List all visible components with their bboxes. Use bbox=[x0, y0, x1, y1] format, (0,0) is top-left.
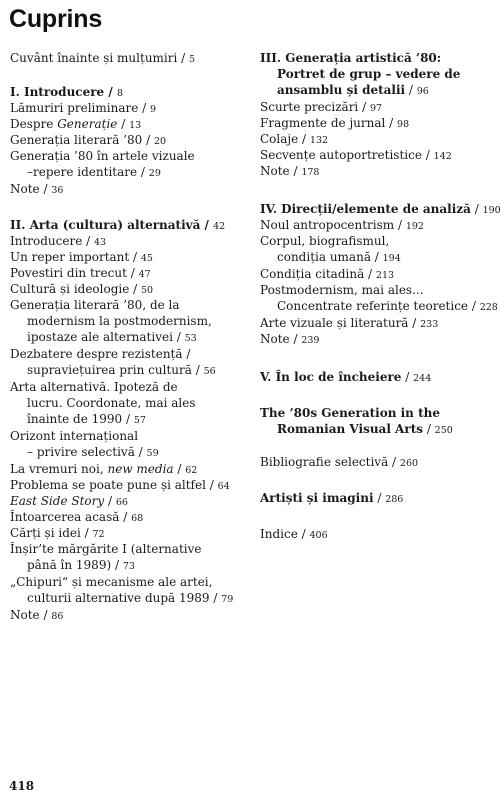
toc-line bbox=[10, 164, 195, 182]
toc-text: The ’80s Generation in the bbox=[260, 406, 440, 420]
page-title: Cuprins bbox=[9, 5, 103, 33]
page-ref: 8 bbox=[116, 88, 123, 99]
toc-text: Corpul, biografismul, bbox=[260, 234, 390, 248]
toc-text: Bibliografie selectivă / bbox=[260, 455, 400, 469]
page-ref: 20 bbox=[154, 136, 167, 147]
toc-text: Arte vizuale și literatură / bbox=[260, 316, 421, 330]
toc-text: Concentrate referințe teoretice / bbox=[277, 299, 480, 313]
page-ref: 132 bbox=[309, 135, 329, 146]
page-ref: 62 bbox=[185, 465, 198, 476]
toc-line bbox=[260, 50, 460, 66]
page-ref: 42 bbox=[213, 221, 226, 232]
toc-line bbox=[260, 405, 453, 421]
toc-entry bbox=[10, 574, 233, 608]
toc-entry bbox=[10, 607, 63, 625]
toc-text: Indice / bbox=[260, 527, 310, 541]
toc-entry bbox=[260, 454, 418, 472]
page-ref: 43 bbox=[94, 237, 107, 248]
page-ref: 36 bbox=[51, 185, 64, 196]
toc-line bbox=[260, 490, 403, 508]
page-ref: 72 bbox=[92, 529, 105, 540]
toc-text: ansamblu și detalii bbox=[277, 83, 406, 97]
toc-entry bbox=[260, 163, 319, 181]
toc-line bbox=[10, 346, 216, 362]
toc-line bbox=[260, 233, 401, 249]
toc-line bbox=[10, 395, 196, 411]
toc-text: / bbox=[173, 462, 186, 476]
toc-text: Note / bbox=[10, 182, 52, 196]
toc-text: / bbox=[401, 370, 414, 384]
toc-section-heading bbox=[260, 50, 460, 100]
toc-line bbox=[260, 163, 319, 181]
toc-entry bbox=[10, 346, 216, 380]
toc-text: „Chipuri“ și mecanisme ale artei, bbox=[10, 575, 213, 589]
toc-entry bbox=[10, 181, 63, 199]
toc-text: / bbox=[423, 422, 435, 436]
page-ref: 9 bbox=[150, 104, 157, 115]
toc-line bbox=[10, 444, 159, 462]
toc-line bbox=[10, 148, 195, 164]
toc-text: V. În loc de încheiere bbox=[260, 370, 402, 384]
toc-entry bbox=[10, 297, 212, 347]
toc-line bbox=[260, 331, 319, 349]
toc-line bbox=[10, 590, 233, 608]
toc-text: La vremuri noi, bbox=[10, 462, 108, 476]
toc-line bbox=[10, 362, 216, 380]
toc-text: / bbox=[104, 494, 116, 508]
toc-line bbox=[10, 297, 212, 313]
toc-line bbox=[10, 50, 195, 68]
toc-text: până în 1989) / bbox=[27, 558, 123, 572]
page-ref: 66 bbox=[115, 497, 128, 508]
toc-section-heading bbox=[260, 369, 431, 387]
toc-entry bbox=[10, 50, 195, 68]
page-ref: 213 bbox=[375, 270, 395, 281]
toc-entry bbox=[260, 233, 401, 267]
page-ref: 178 bbox=[301, 167, 320, 178]
toc-text: Postmodernism, mai ales... bbox=[260, 283, 424, 297]
toc-line bbox=[10, 181, 63, 199]
toc-text: Note / bbox=[10, 608, 52, 622]
page-ref: 190 bbox=[482, 205, 501, 216]
toc-section-heading bbox=[260, 490, 403, 508]
toc-text: –repere identitare / bbox=[27, 165, 149, 179]
toc-text: III. Generația artistică ’80: bbox=[260, 51, 442, 65]
toc-text: Condiția citadină / bbox=[260, 267, 376, 281]
toc-text: Dezbatere despre rezistență / bbox=[10, 347, 191, 361]
toc-text: Noul antropocentrism / bbox=[260, 218, 406, 232]
toc-text: condiția umană / bbox=[277, 250, 383, 264]
toc-line bbox=[260, 421, 453, 439]
toc-line bbox=[10, 329, 212, 347]
toc-entry bbox=[10, 379, 196, 429]
page-number: 418 bbox=[9, 779, 35, 793]
toc-text: Înșir’te mărgărite I (alternative bbox=[10, 542, 202, 556]
toc-text: Orizont internațional bbox=[10, 429, 139, 443]
toc-text: / bbox=[373, 491, 386, 505]
toc-text: Problema se poate pune și altfel / bbox=[10, 478, 218, 492]
toc-line bbox=[260, 298, 498, 316]
page-ref: 228 bbox=[479, 302, 498, 313]
toc-text: Introducere / bbox=[10, 234, 94, 248]
toc-text: Despre bbox=[10, 117, 58, 131]
toc-text: / bbox=[117, 117, 130, 131]
toc-entry bbox=[10, 428, 159, 462]
toc-line bbox=[10, 313, 212, 329]
page-ref: 50 bbox=[141, 285, 154, 296]
toc-text: Generația literară ’80, de la bbox=[10, 298, 180, 312]
toc-text: înainte de 1990 / bbox=[27, 412, 134, 426]
toc-text: Lămuriri preliminare / bbox=[10, 101, 150, 115]
toc-line bbox=[10, 428, 159, 444]
toc-text: supraviețuirea prin cultură / bbox=[27, 363, 204, 377]
toc-text: II. Arta (cultura) alternativă / bbox=[10, 218, 214, 232]
page-ref: 5 bbox=[189, 54, 196, 65]
page-ref: 68 bbox=[131, 513, 144, 524]
toc-line bbox=[10, 557, 201, 575]
page-ref: 56 bbox=[203, 366, 216, 377]
toc-text: Generație bbox=[57, 117, 118, 131]
toc-text: Arta alternativă. Ipoteză de bbox=[10, 380, 178, 394]
toc-text: I. Introducere / bbox=[10, 85, 117, 99]
page-ref: 142 bbox=[433, 151, 452, 162]
page-ref: 192 bbox=[405, 221, 424, 232]
toc-entry bbox=[10, 541, 201, 575]
toc-line bbox=[260, 66, 460, 82]
page-ref: 239 bbox=[301, 335, 320, 346]
toc-entry bbox=[260, 282, 498, 316]
toc-text: Fragmente de jurnal / bbox=[260, 116, 398, 130]
toc-line bbox=[10, 607, 63, 625]
toc-text: Cultură și ideologie / bbox=[10, 282, 142, 296]
toc-text: Portret de grup – vedere de bbox=[277, 67, 461, 81]
toc-section-heading bbox=[260, 405, 453, 439]
toc-line bbox=[10, 574, 233, 590]
toc-line bbox=[260, 249, 401, 267]
toc-text: Romanian Visual Arts bbox=[277, 422, 423, 436]
toc-text: Povestiri din trecut / bbox=[10, 266, 139, 280]
toc-line bbox=[10, 379, 196, 395]
toc-text: lucru. Coordonate, mai ales bbox=[27, 396, 196, 410]
page-ref: 406 bbox=[309, 530, 328, 541]
toc-text: Întoarcerea acasă / bbox=[10, 510, 132, 524]
page-ref: 97 bbox=[369, 103, 383, 114]
toc-text: Colaje / bbox=[260, 132, 310, 146]
page-ref: 250 bbox=[434, 425, 453, 436]
page-ref: 244 bbox=[413, 373, 432, 384]
toc-text: Note / bbox=[260, 164, 302, 178]
page-ref: 86 bbox=[51, 611, 64, 622]
page-ref: 98 bbox=[397, 119, 410, 130]
toc-text: Artiști și imagini bbox=[260, 491, 374, 505]
page-ref: 53 bbox=[184, 333, 197, 344]
toc-text: Cărți și idei / bbox=[10, 526, 93, 540]
page-ref: 45 bbox=[140, 253, 153, 264]
toc-text: East Side Story bbox=[10, 494, 105, 508]
toc-text: Un reper important / bbox=[10, 250, 141, 264]
toc-text: Generația literară ’80 / bbox=[10, 133, 154, 147]
page-ref: 260 bbox=[399, 458, 419, 469]
page-ref: 194 bbox=[382, 253, 401, 264]
page-ref: 64 bbox=[217, 481, 230, 492]
toc-text: / bbox=[405, 83, 417, 97]
page-ref: 73 bbox=[122, 561, 135, 572]
toc-line bbox=[10, 411, 196, 429]
page-ref: 59 bbox=[146, 448, 159, 459]
page-ref: 57 bbox=[133, 415, 146, 426]
page-ref: 79 bbox=[221, 594, 234, 605]
toc-line bbox=[260, 369, 431, 387]
toc-text: culturii alternative după 1989 / bbox=[27, 591, 222, 605]
toc-text: Secvențe autoportretistice / bbox=[260, 148, 434, 162]
toc-line bbox=[260, 82, 460, 100]
toc-text: IV. Direcții/elemente de analiză bbox=[260, 202, 471, 216]
toc-text: / bbox=[470, 202, 483, 216]
page-ref: 233 bbox=[420, 319, 439, 330]
toc-text: – privire selectivă / bbox=[27, 445, 147, 459]
toc-entry bbox=[260, 331, 319, 349]
toc-entry bbox=[260, 526, 328, 544]
toc-text: Generația ’80 în artele vizuale bbox=[10, 149, 195, 163]
page-ref: 13 bbox=[129, 120, 142, 131]
toc-text: Note / bbox=[260, 332, 302, 346]
toc-line bbox=[10, 541, 201, 557]
toc-line bbox=[260, 282, 498, 298]
page-ref: 286 bbox=[385, 494, 404, 505]
toc-text: new media bbox=[107, 462, 174, 476]
page-ref: 47 bbox=[138, 269, 151, 280]
toc-text: Scurte precizări / bbox=[260, 100, 370, 114]
page-ref: 29 bbox=[148, 168, 161, 179]
toc-text: ipostaze ale alternativei / bbox=[27, 330, 185, 344]
toc-text: modernism la postmodernism, bbox=[27, 314, 212, 328]
page-ref: 96 bbox=[416, 86, 429, 97]
toc-line bbox=[260, 454, 418, 472]
toc-line bbox=[260, 526, 328, 544]
toc-text: Cuvânt înainte și mulțumiri / bbox=[10, 51, 190, 65]
toc-entry bbox=[10, 148, 195, 182]
